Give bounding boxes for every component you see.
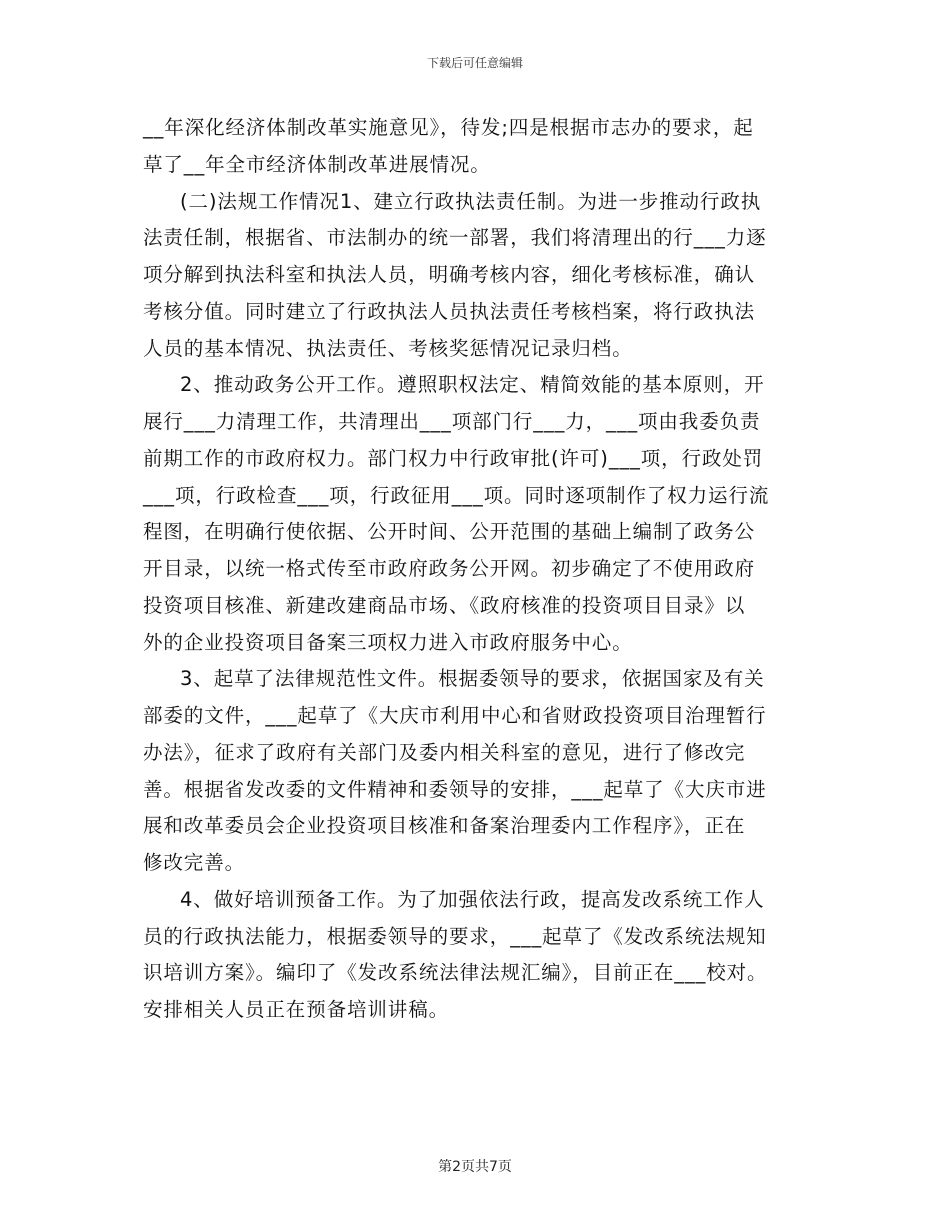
text-line: 程图，在明确行使依据、公开时间、公开范围的基础上编制了政务公 (143, 520, 756, 544)
text-line: 投资项目核准、新建改建商品市场、《政府核准的投资项目目录》以 (143, 593, 746, 617)
text-line: 安排相关人员正在预备培训讲稿。 (143, 998, 450, 1021)
text-line: 部委的文件，___起草了《大庆市利用中心和省财政投资项目治理暂行 (143, 704, 767, 727)
text-line: 法责任制，根据省、市法制办的统一部署，我们将清理出的行___力逐 (143, 226, 767, 250)
text-line: 4、做好培训预备工作。为了加强依法行政，提高发改系统工作人 (180, 887, 765, 911)
text-line: 2、推动政务公开工作。遵照职权法定、精简效能的基本原则，开 (180, 373, 765, 397)
text-line: 草了__年全市经济体制改革进展情况。 (143, 152, 491, 176)
text-line: 外的企业投资项目备案三项权力进入市政府服务中心。 (143, 630, 633, 654)
text-line: 识培训方案》。编印了《发改系统法律法规汇编》，目前正在___校对。 (143, 961, 768, 985)
text-line: ___项，行政检查___项，行政征用___项。同时逐项制作了权力运行流 (143, 483, 770, 507)
text-line: 修改完善。 (143, 851, 246, 874)
text-line: __年深化经济体制改革实施意见》，待发;四是根据市志办的要求，起 (143, 116, 754, 139)
page-footer: 第2页共7页 (438, 1159, 512, 1175)
text-line: 人员的基本情况、执法责任、考核奖惩情况记录归档。 (143, 336, 633, 360)
text-line: 开目录，以统一格式传至市政府政务公开网。初步确定了不使用政府 (143, 557, 756, 580)
text-line: 3、起草了法律规范性文件。根据委领导的要求，依据国家及有关 (180, 667, 765, 691)
text-line: 善。根据省发改委的文件精神和委领导的安排，___起草了《大庆市进 (143, 777, 767, 801)
text-line: 展行___力清理工作，共清理出___项部门行___力，___项由我委负责 (143, 410, 761, 433)
text-line: (二)法规工作情况1、建立行政执法责任制。为进一步推动行政执 (180, 189, 762, 213)
text-line: 前期工作的市政府权力。部门权力中行政审批(许可)___项，行政处罚 (143, 446, 764, 470)
page-header: 下载后可任意编辑 (426, 56, 523, 70)
text-line: 考核分值。同时建立了行政执法人员执法责任考核档案，将行政执法 (143, 299, 756, 323)
text-line: 员的行政执法能力，根据委领导的要求，___起草了《发改系统法规知 (143, 924, 767, 948)
text-line: 展和改革委员会企业投资项目核准和备案治理委内工作程序》，正在 (143, 814, 746, 838)
text-line: 办法》，征求了政府有关部门及委内相关科室的意见，进行了修改完 (143, 740, 746, 764)
document-body (143, 110, 823, 1029)
text-line: 项分解到执法科室和执法人员，明确考核内容，细化考核标准，确认 (143, 263, 756, 286)
